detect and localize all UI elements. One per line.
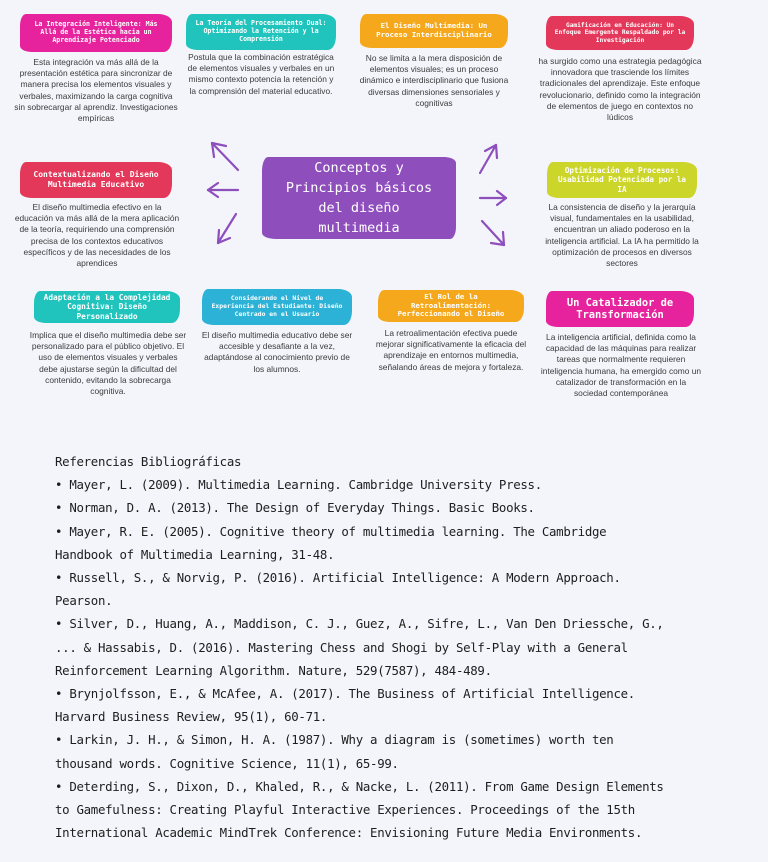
arrow-right-icon [480,191,506,205]
card-text: Implica que el diseño multimedia debe ser personalizado para el público objetivo. El uso de elementos visuales y verbales debe ajustarse según la dificultad del contenido, evitando la sobrecarga cognitiva. [29,330,187,396]
card-text: El diseño multimedia efectivo en la educación va más allá de la mera aplicación de la teoría, requiriendo una comprensión precisa de los contextos educativos específicos y de las necesidades de los aprendices [14,202,180,268]
reference-item: • Norman, D. A. (2013). The Design of Everyday Things. Basic Books. [55,500,535,516]
reference-item: • Brynjolfsson, E., & McAfee, A. (2017). The Business of Artificial Intelligence. Harvard Business Review, 95(1), 60-71. [55,686,635,725]
card-title: Considerando el Nivel de Experiencia del Estudiante: Diseño Centrado en el Usuario [202,289,352,325]
reference-item: • Silver, D., Huang, A., Maddison, C. J., Guez, A., Sifre, L., Van Den Driessche, G., ... & Hassabis, D. (2016). Mastering Chess and Shogi by Self-Play with a General Reinforcement Learning Algorithm. Nature, 529(7587), 484-489. [55,616,664,678]
reference-item: • Mayer, L. (2009). Multimedia Learning. Cambridge University Press. [55,477,542,493]
card-text: No se limita a la mera disposición de elementos visuales; es un proceso dinámico e interdisciplinario que fusiona diversas dimensiones sensoriales y cognitivas [359,53,509,108]
card-title: La Teoría del Procesamiento Dual: Optimizando la Retención y la Comprensión [186,14,336,50]
references-section [55,450,665,844]
card-title: Adaptación a la Complejidad Cognitiva: Diseño Personalizado [34,291,180,323]
arrow-down-right-icon [482,221,504,245]
arrow-up-left-icon [212,143,238,170]
card-title: El Rol de la Retroalimentación: Perfeccionando el Diseño [378,290,524,322]
reference-item: • Deterding, S., Dixon, D., Khaled, R., & Nacke, L. (2011). From Game Design Elements to Gamefulness: Creating Playful Interactive Experiences. Proceedings of the 15th International Academic MindTrek Conference: Envisioning Future Media Environments. [55,778,664,841]
card-text: La retroalimentación efectiva puede mejorar significativamente la eficacia del aprendizaje en entornos multimedia, señalando áreas de mejora y fortaleza. [375,328,527,372]
card-text: Postula que la combinación estratégica de elementos visuales y verbales en un mismo contexto potencia la retención y la comprensión del material educativo. [187,52,335,96]
card-title: El Diseño Multimedia: Un Proceso Interdisciplinario [360,14,508,48]
card-title: La Integración Inteligente: Más Allá de la Estética hacia un Aprendizaje Potenciado [20,14,172,52]
card-title: Contextualizando el Diseño Multimedia Educativo [20,162,172,198]
card-title: Optimización de Procesos: Usabilidad Potenciada por la IA [547,162,697,198]
card-text: La consistencia de diseño y la jerarquía visual, fundamentales en la usabilidad, encuentran un aliado poderoso en la inteligencia artificial. La IA ha permitido la optimización de procesos en diversos sectores [545,202,699,268]
card-title: Gamificación en Educación: Un Enfoque Emergente Respaldado por la Investigación [546,16,694,50]
arrow-up-right-icon [480,145,497,173]
references-heading: Referencias Bibliográficas [55,454,242,469]
card-title: Un Catalizador de Transformación [546,291,694,327]
card-text: La inteligencia artificial, definida como la capacidad de las máquinas para realizar tareas que normalmente requieren inteligencia humana, ha emergido como un catalizador de transformación en la sociedad contemporánea [540,332,702,398]
central-topic-box: Conceptos y Principios básicos del diseño multimedia [262,157,456,239]
reference-item: • Larkin, J. H., & Simon, H. A. (1987). Why a diagram is (sometimes) worth ten thousand words. Cognitive Science, 11(1), 65-99. [55,732,614,771]
card-text: ha surgido como una estrategia pedagógica innovadora que trasciende los límites tradicionales del aprendizaje. Este enfoque revolucionario, definido como la integración de elementos de juego en contextos no lúdicos [538,56,702,122]
arrow-down-left-icon [218,214,236,243]
reference-item: • Mayer, R. E. (2005). Cognitive theory of multimedia learning. The Cambridge Handbook of Multimedia Learning, 31-48. [55,523,607,562]
arrow-left-icon [208,183,238,197]
card-text: Esta integración va más allá de la presentación estética para sincronizar de manera precisa los elementos visuales y verbales, maximizando la carga cognitiva sin sobrecargar al aprendiz. Investigaciones empíricas [14,57,178,123]
reference-item: • Russell, S., & Norvig, P. (2016). Artificial Intelligence: A Modern Approach. Pearson. [55,570,621,609]
connector-arrows [0,0,768,300]
card-text: El diseño multimedia educativo debe ser accesible y desafiante a la vez, adaptándose al conocimiento previo de los alumnos. [201,330,353,374]
